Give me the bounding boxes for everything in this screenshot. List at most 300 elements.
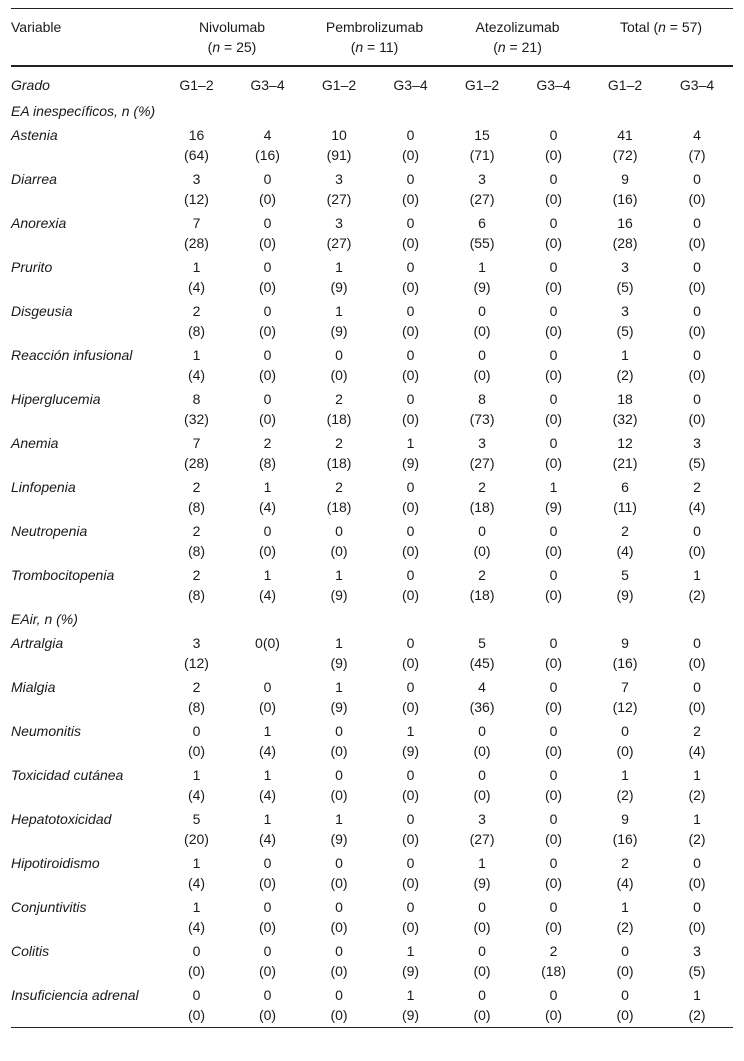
percent: (27)	[469, 455, 495, 471]
row-label: Neutropenia	[11, 523, 88, 539]
percent: (0)	[473, 919, 491, 935]
percent: (9)	[401, 1007, 420, 1023]
percent: (20)	[184, 831, 209, 847]
value-cell	[589, 387, 661, 431]
count: 3	[478, 435, 486, 451]
value-cell	[303, 675, 375, 719]
count: 0	[263, 391, 272, 407]
value-cell	[232, 895, 303, 939]
value-cell	[375, 895, 446, 939]
count: 2	[478, 567, 486, 583]
count: 0	[335, 899, 343, 915]
count: 4	[693, 127, 701, 143]
percent: (55)	[469, 235, 495, 251]
grade-label: Grado	[11, 77, 50, 93]
value-cell	[661, 167, 733, 211]
percent: (0)	[544, 279, 563, 295]
percent: (0)	[258, 963, 277, 979]
value-cell	[232, 431, 303, 475]
count: 0	[549, 127, 558, 143]
percent: (4)	[187, 919, 206, 935]
row-label: Reacción infusional	[11, 347, 133, 363]
percent: (21)	[612, 455, 638, 471]
percent: (0)	[330, 919, 348, 935]
count: 8	[192, 391, 201, 407]
percent: (0)	[544, 831, 563, 847]
percent: (0)	[401, 279, 420, 295]
percent: (9)	[473, 875, 491, 891]
count: 0	[549, 679, 558, 695]
percent: (64)	[184, 147, 209, 163]
row-label: Artralgia	[11, 635, 64, 651]
percent: (0)	[258, 279, 277, 295]
value-cell	[446, 895, 518, 939]
count: 0	[406, 679, 415, 695]
percent: (72)	[612, 147, 638, 163]
value-cell	[446, 851, 518, 895]
value-cell	[232, 939, 303, 983]
count: 0	[549, 635, 558, 651]
value-cell	[661, 631, 733, 675]
group-name: Pembrolizumab	[325, 19, 424, 35]
percent: (2)	[616, 919, 634, 935]
count: 9	[621, 635, 629, 651]
percent: (8)	[258, 455, 277, 471]
count: 0	[335, 943, 343, 959]
percent: (0)	[473, 543, 491, 559]
empty-cell	[303, 99, 375, 123]
count: 0	[406, 215, 415, 231]
value-cell	[661, 299, 733, 343]
value-cell	[375, 631, 446, 675]
percent: (9)	[330, 655, 348, 671]
percent: (9)	[616, 587, 634, 603]
percent: (0)	[258, 411, 277, 427]
percent: (0)	[544, 743, 563, 759]
row-label: Hipotiroidismo	[11, 855, 100, 871]
table-row	[11, 983, 733, 1028]
percent: (4)	[187, 279, 206, 295]
empty-cell	[303, 607, 375, 631]
value-cell	[661, 343, 733, 387]
grade-col: G3–4	[679, 77, 715, 93]
value-cell	[661, 563, 733, 607]
value-cell	[589, 851, 661, 895]
value-cell	[303, 211, 375, 255]
count: 0	[693, 347, 701, 363]
percent: (0)	[401, 831, 420, 847]
empty-cell	[161, 99, 232, 123]
value-cell	[446, 343, 518, 387]
count: 0	[263, 523, 272, 539]
count: 0	[549, 259, 558, 275]
count: 0	[335, 767, 343, 783]
value-cell	[375, 255, 446, 299]
value-cell	[589, 807, 661, 851]
value-cell	[303, 939, 375, 983]
value-cell	[161, 519, 232, 563]
value-cell	[375, 475, 446, 519]
percent: (0)	[401, 875, 420, 891]
percent: (0)	[473, 367, 491, 383]
count: 18	[617, 391, 633, 407]
percent: (16)	[612, 191, 638, 207]
value-cell	[161, 763, 232, 807]
row-label: Trombocitopenia	[11, 567, 115, 583]
value-cell	[589, 519, 661, 563]
value-cell	[375, 167, 446, 211]
value-cell	[589, 563, 661, 607]
count: 0	[478, 303, 486, 319]
percent: (0)	[401, 787, 420, 803]
group-n: (n = 11)	[350, 39, 399, 55]
count: 5	[621, 567, 629, 583]
count: 1	[693, 767, 701, 783]
table-row	[11, 343, 733, 387]
count: 0	[263, 855, 272, 871]
count: 2	[335, 479, 343, 495]
value-cell	[446, 299, 518, 343]
percent: (18)	[326, 411, 352, 427]
percent: (91)	[326, 147, 352, 163]
percent: (36)	[469, 699, 495, 715]
percent: (45)	[469, 655, 495, 671]
table-row	[11, 939, 733, 983]
row-label: Neumonitis	[11, 723, 82, 739]
count: 8	[478, 391, 486, 407]
value-cell	[446, 431, 518, 475]
percent: (5)	[616, 279, 634, 295]
value-cell	[446, 563, 518, 607]
percent: (0)	[544, 147, 563, 163]
count: 7	[192, 435, 201, 451]
value-cell	[232, 519, 303, 563]
percent: (4)	[688, 499, 706, 515]
header-group-pembrolizumab	[303, 9, 446, 67]
count: 0	[406, 767, 415, 783]
count: 0	[549, 347, 558, 363]
count: 0	[478, 943, 486, 959]
count: 0	[478, 723, 486, 739]
percent: (0)	[258, 919, 277, 935]
percent: (18)	[326, 499, 352, 515]
value-cell	[303, 563, 375, 607]
count: 3	[693, 943, 701, 959]
value-cell	[661, 123, 733, 167]
count: 3	[192, 171, 201, 187]
value-cell	[161, 211, 232, 255]
count: 2	[621, 855, 629, 871]
count: 0	[549, 987, 558, 1003]
count: 0	[192, 943, 201, 959]
value-cell	[446, 719, 518, 763]
value-cell	[161, 387, 232, 431]
value-cell	[303, 475, 375, 519]
row-label: Prurito	[11, 259, 53, 275]
percent: (2)	[616, 787, 634, 803]
percent: (2)	[688, 831, 706, 847]
count: 0	[693, 523, 701, 539]
count: 7	[621, 679, 629, 695]
count: 0	[693, 635, 701, 651]
count: 0	[406, 811, 415, 827]
count: 1	[263, 723, 272, 739]
percent: (0)	[258, 323, 277, 339]
count: 0	[335, 347, 343, 363]
count: 1	[621, 767, 629, 783]
header-variable: Variable	[11, 9, 161, 67]
percent: (8)	[187, 543, 206, 559]
value-cell	[589, 983, 661, 1028]
value-cell	[518, 299, 589, 343]
count: 1	[335, 567, 343, 583]
percent: (0)	[544, 1007, 563, 1023]
table-row	[11, 211, 733, 255]
row-label: Linfopenia	[11, 479, 76, 495]
value-cell	[303, 983, 375, 1028]
value-cell	[303, 343, 375, 387]
value-cell	[232, 631, 303, 675]
row-label: Diarrea	[11, 171, 57, 187]
percent: (0)	[473, 743, 491, 759]
count: 9	[621, 811, 629, 827]
percent: (0)	[688, 323, 706, 339]
count: 2	[335, 391, 343, 407]
percent: (18)	[469, 499, 495, 515]
count: 1	[335, 679, 343, 695]
value-cell	[375, 763, 446, 807]
percent: (12)	[184, 655, 209, 671]
adverse-events-table	[11, 8, 733, 1028]
count: 0	[549, 767, 558, 783]
percent: (0)	[258, 543, 277, 559]
table-row	[11, 807, 733, 851]
count: 41	[617, 127, 633, 143]
percent: (0)	[401, 587, 420, 603]
count: 0	[478, 523, 486, 539]
count: 1	[335, 811, 343, 827]
count: 0	[263, 943, 272, 959]
value-cell	[232, 675, 303, 719]
count: 0	[406, 127, 415, 143]
value-cell	[661, 719, 733, 763]
value-cell	[446, 123, 518, 167]
value-cell	[589, 343, 661, 387]
value-cell	[161, 255, 232, 299]
percent: (0)	[330, 963, 348, 979]
count: 1	[621, 347, 629, 363]
percent: (4)	[258, 787, 277, 803]
grade-col: G3–4	[536, 77, 571, 93]
count: 0	[263, 347, 272, 363]
empty-cell	[518, 607, 589, 631]
percent: (7)	[688, 147, 706, 163]
count: 1	[335, 635, 343, 651]
percent: (9)	[330, 323, 348, 339]
value-cell	[375, 431, 446, 475]
percent: (9)	[330, 699, 348, 715]
count: 2	[263, 435, 272, 451]
value-cell	[661, 387, 733, 431]
count: 0	[549, 435, 558, 451]
row-label: Conjuntivitis	[11, 899, 87, 915]
percent: (28)	[184, 455, 209, 471]
value-cell	[518, 255, 589, 299]
value-cell	[232, 851, 303, 895]
value-cell	[375, 299, 446, 343]
count: 0	[621, 723, 629, 739]
empty-cell	[375, 607, 446, 631]
percent: (2)	[688, 587, 706, 603]
count: 2	[478, 479, 486, 495]
percent: (0)	[401, 367, 420, 383]
value-cell	[232, 807, 303, 851]
count: 0	[549, 303, 558, 319]
percent: (28)	[612, 235, 638, 251]
value-cell	[518, 851, 589, 895]
count: 1	[263, 767, 272, 783]
table-row	[11, 123, 733, 167]
value-cell	[518, 123, 589, 167]
value-cell	[232, 983, 303, 1028]
value-cell	[232, 343, 303, 387]
count: 3	[335, 171, 343, 187]
value-cell	[518, 475, 589, 519]
count: 1	[406, 987, 415, 1003]
percent: (0)	[473, 963, 491, 979]
percent: (4)	[258, 743, 277, 759]
percent: (0)	[401, 235, 420, 251]
value-cell	[232, 475, 303, 519]
row-label: Insuficiencia adrenal	[11, 983, 161, 1028]
grade-col: G3–4	[250, 77, 285, 93]
percent: (4)	[258, 831, 277, 847]
percent: (9)	[401, 963, 420, 979]
value-cell	[518, 719, 589, 763]
percent: (4)	[258, 499, 277, 515]
percent: (0)	[330, 1007, 348, 1023]
count: 0	[478, 767, 486, 783]
percent: (0)	[401, 543, 420, 559]
value-cell	[446, 807, 518, 851]
percent: (0)	[258, 699, 277, 715]
count: 6	[478, 215, 486, 231]
count: 2	[621, 523, 629, 539]
percent: (8)	[187, 499, 206, 515]
percent: (0)	[473, 1007, 491, 1023]
count: 0	[406, 899, 415, 915]
percent: (0)	[258, 367, 277, 383]
empty-cell	[232, 607, 303, 631]
row-label: Mialgia	[11, 679, 56, 695]
row-label: Hiperglucemia	[11, 391, 101, 407]
count: 3	[621, 303, 629, 319]
count: 0	[693, 259, 701, 275]
value-cell	[446, 387, 518, 431]
count: 1	[263, 811, 272, 827]
percent: (16)	[612, 655, 638, 671]
count: 3	[478, 811, 486, 827]
percent: (28)	[184, 235, 209, 251]
count: 3	[621, 259, 629, 275]
row-label: Anorexia	[11, 215, 67, 231]
row-label: Astenia	[11, 127, 58, 143]
percent: (0)	[544, 411, 563, 427]
count: 0	[621, 987, 629, 1003]
value-cell	[303, 519, 375, 563]
percent: (4)	[616, 543, 634, 559]
percent: (18)	[326, 455, 352, 471]
count: 1	[621, 899, 629, 915]
count: 0	[549, 899, 558, 915]
count: 0	[549, 723, 558, 739]
percent: (27)	[469, 191, 495, 207]
percent: (0)	[688, 367, 706, 383]
count: 1	[693, 567, 701, 583]
value-cell	[232, 167, 303, 211]
value-cell	[518, 167, 589, 211]
count: 0	[406, 347, 415, 363]
count: 0	[549, 391, 558, 407]
value-cell	[661, 895, 733, 939]
table-row	[11, 431, 733, 475]
percent: (0)	[401, 499, 420, 515]
value-cell	[232, 123, 303, 167]
count: 0	[406, 259, 415, 275]
table-row	[11, 675, 733, 719]
value-cell	[589, 255, 661, 299]
count: 2	[549, 943, 558, 959]
percent: (12)	[184, 191, 209, 207]
count: 0	[693, 303, 701, 319]
count: 0	[192, 723, 201, 739]
section-title: EA inespecíficos, n (%)	[11, 103, 156, 119]
percent: (4)	[616, 875, 634, 891]
count: 0	[406, 567, 415, 583]
empty-cell	[661, 99, 733, 123]
count: 9	[621, 171, 629, 187]
count: 0	[406, 479, 415, 495]
value-cell	[518, 387, 589, 431]
count: 2	[335, 435, 343, 451]
count: 0	[621, 943, 629, 959]
grade-col: G1–2	[607, 77, 643, 93]
value-cell	[518, 939, 589, 983]
value-cell	[446, 255, 518, 299]
value-cell	[518, 211, 589, 255]
value-cell	[232, 563, 303, 607]
count: 16	[617, 215, 633, 231]
group-n: (n = 25)	[207, 39, 257, 55]
value-cell	[589, 475, 661, 519]
percent: (8)	[187, 323, 206, 339]
percent: (0)	[688, 279, 706, 295]
value-cell	[303, 763, 375, 807]
count: 0	[406, 523, 415, 539]
value-cell	[232, 299, 303, 343]
value-cell	[303, 631, 375, 675]
percent: (0)	[544, 587, 563, 603]
value-cell	[661, 255, 733, 299]
count: 1	[406, 723, 415, 739]
percent: (0)	[688, 411, 706, 427]
count: 0	[406, 391, 415, 407]
percent: (16)	[255, 147, 280, 163]
value-cell	[518, 763, 589, 807]
count: 0	[478, 987, 486, 1003]
percent: (8)	[187, 699, 206, 715]
count: 0	[263, 171, 272, 187]
